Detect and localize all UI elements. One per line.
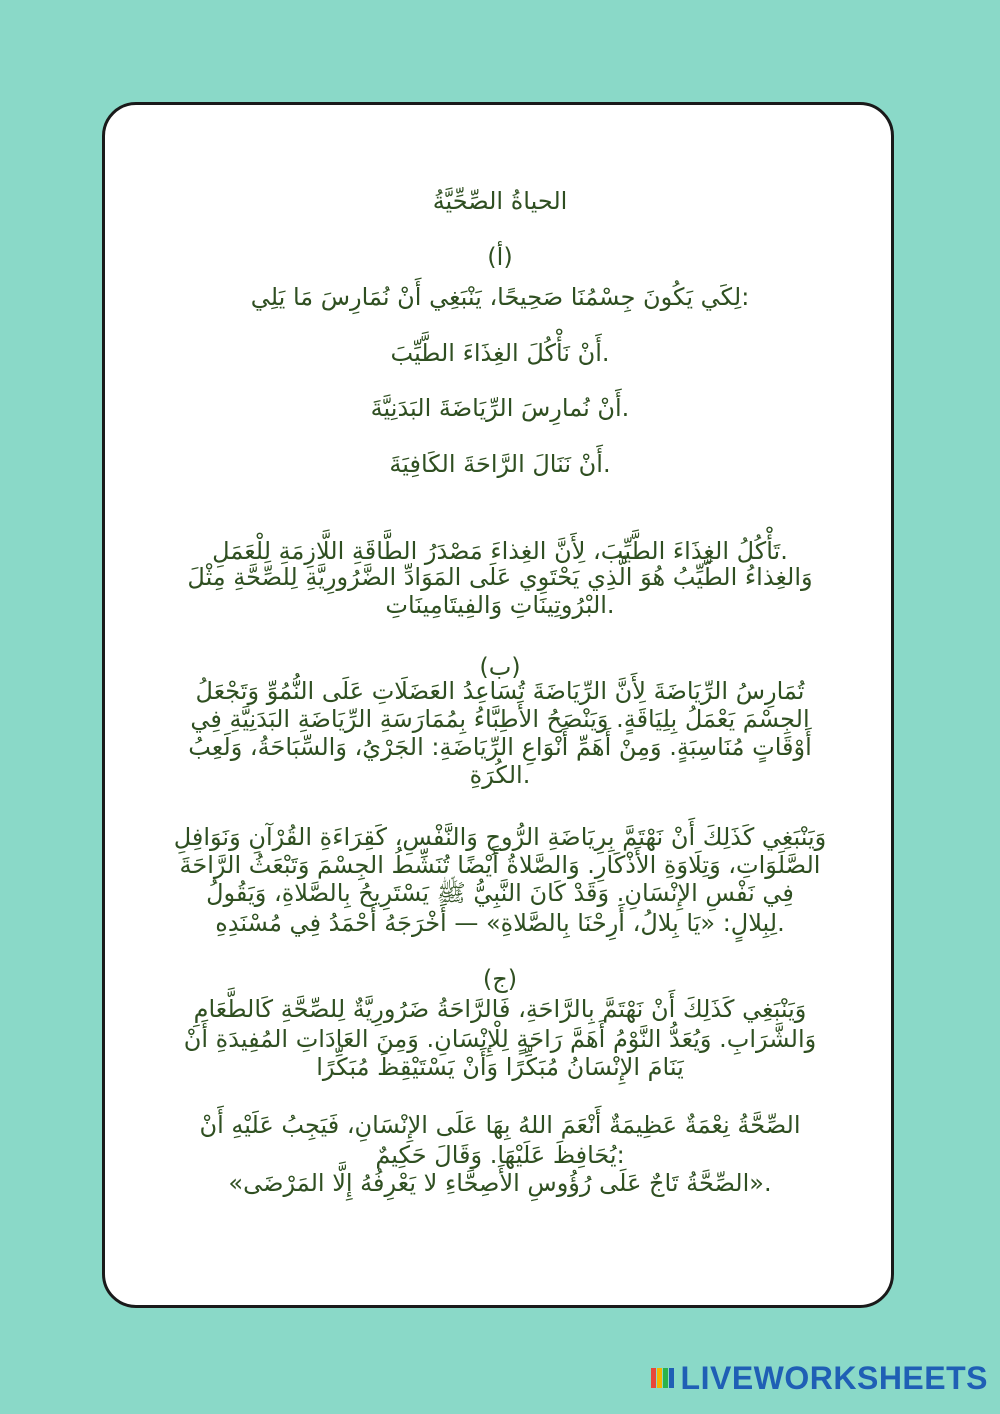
section-b-paragraph-line: أَوْقَاتٍ مُنَاسِبَةٍ. وَمِنْ أَهَمِّ أَنْوَاعِ الرِّيَاضَةِ: الجَرْيُ، وَالسِّبَاحَةُ، وَلَعِبُ <box>188 733 812 761</box>
section-b-paragraph-line: الصَّلَوَاتِ، وَتِلَاوَةِ الأَذْكَارِ. وَالصَّلاةُ أَيْضًا تُنَشِّطُ الجِسْمَ وَتَبْعَثُ الرَّاحَةَ <box>179 851 821 879</box>
section-a-item: .أَنْ نُمارِسَ الرِّيَاضَةَ البَدَنِيَّةَ <box>370 394 630 422</box>
section-c-paragraph-line: وَيَنْبَغِي كَذَلِكَ أَنْ نَهْتَمَّ بِالرَّاحَةِ، فَالرَّاحَةُ ضَرُورِيَّةٌ لِلصِّحَّةِ كَالطَّعَامِ <box>193 995 807 1023</box>
section-b-paragraph-line: الجِسْمَ يَعْمَلُ بِلِيَاقَةٍ. وَيَنْصَحُ الأَطِبَّاءُ بِمُمَارَسَةِ الرِّيَاضَةِ البَدَنِيَّةِ فِي <box>190 705 810 733</box>
section-c-paragraph-line: الصِّحَّةُ نِعْمَةٌ عَظِيمَةٌ أَنْعَمَ اللهُ بِهَا عَلَى الإِنْسَانِ، فَيَجِبُ عَلَيْهِ أَنْ <box>199 1111 801 1139</box>
liveworksheets-footer[interactable] <box>651 1360 988 1396</box>
section-a-paragraph-line: .البْرُوتِينَاتِ وَالفِيتَامِينَاتِ <box>385 591 615 619</box>
section-c-paragraph-line: يَنَامَ الإِنْسَانُ مُبَكِّرًا وَأَنْ يَسْتَيْقِظَ مُبَكِّرًا <box>316 1053 684 1081</box>
section-a-item: .أَنْ نَأْكُلَ الغِذَاءَ الطَّيِّبَ <box>390 339 610 367</box>
section-b-paragraph-line: تُمَارِسُ الرِّيَاضَةَ لِأَنَّ الرِّيَاضَةَ تُسَاعِدُ العَضَلَاتِ عَلَى النُّمُوِّ وَتَجْعَلُ <box>195 677 805 705</box>
liveworksheets-logo-icon <box>651 1366 675 1390</box>
section-c-label: (ج) <box>482 965 518 993</box>
quote-line: .«الصِّحَّةُ تَاجٌ عَلَى رُؤُوسِ الأَصِحَّاءِ لا يَعْرِفُهُ إِلَّا المَرْضَى» <box>228 1169 772 1197</box>
section-b-paragraph-line: .الكُرَةِ <box>469 761 531 789</box>
section-a-paragraph-line: وَالغِذاءُ الطَّيِّبُ هُوَ الَّذِي يَحْتَوِي عَلَى المَوَادِّ الضَّرُورِيَّةِ لِلصِّحَّةِ مِثْلَ <box>187 563 813 591</box>
section-c-paragraph-line: وَالشَّرَابِ. وَيُعَدُّ النَّوْمُ أَهَمَّ رَاحَةٍ لِلْإِنْسَانِ. وَمِنَ العَادَاتِ المُفِيدَةِ أَنْ <box>183 1025 817 1053</box>
section-a-paragraph-line: .تَأْكُلُ الغِذَاءَ الطَّيِّبَ، لِأَنَّ الغِذاءَ مَصْدَرُ الطَّاقَةِ اللَّازِمَةِ لِلْعَمَلِ <box>212 537 788 565</box>
page-title: الحياةُ الصِّحِّيَّةُ <box>432 187 568 215</box>
section-b-paragraph-line: فِي نَفْسِ الإِنْسَانِ. وَقَدْ كَانَ النَّبِيُّ ﷺ يَسْتَرِيحُ بِالصَّلاةِ، وَيَقُولُ <box>206 879 794 907</box>
section-b-paragraph-line: .لِبِلالٍ: «يَا بِلالُ، أَرِحْنَا بِالصَّلاةِ» — أَخْرَجَهُ أَحْمَدُ فِي مُسْنَدِهِ <box>215 909 785 937</box>
section-a-item: .أَنْ نَنَالَ الرَّاحَةَ الكَافِيَةَ <box>389 450 611 478</box>
section-c-paragraph-line: :يُحَافِظَ عَلَيْهَا. وَقَالَ حَكِيمٌ <box>375 1141 625 1169</box>
section-a-intro: :لِكَي يَكُونَ جِسْمُنَا صَحِيحًا، يَنْبَغِي أَنْ نُمَارِسَ مَا يَلِي <box>250 283 750 311</box>
brand-wordmark: LIVEWORKSHEETS <box>680 1359 988 1396</box>
section-a-label: (أ) <box>487 243 513 271</box>
section-b-label: (ب) <box>479 653 521 681</box>
section-b-paragraph-line: وَيَنْبَغِي كَذَلِكَ أَنْ نَهْتَمَّ بِرِيَاضَةِ الرُّوحِ وَالنَّفْسِ، كَقِرَاءَةِ القُرْآنِ وَنَوَافِلِ <box>173 823 827 851</box>
